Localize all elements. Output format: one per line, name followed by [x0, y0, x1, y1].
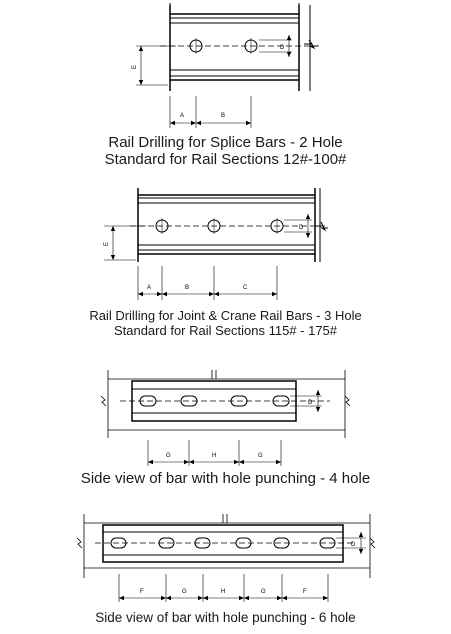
label-f: F [303, 589, 307, 595]
caption-2-hole-subtitle: Standard for Rail Sections 12#-100# [104, 151, 347, 168]
label-g: G [182, 589, 187, 595]
caption-6-hole: Side view of bar with hole punching - 6 hole [95, 610, 356, 625]
label-h: H [221, 589, 226, 595]
dim-a-b-c [138, 266, 277, 300]
label-e: E [104, 241, 110, 246]
label-g: G [166, 453, 171, 459]
label-a: A [147, 285, 152, 291]
rail-outline [77, 514, 375, 578]
label-g: G [258, 453, 263, 459]
label-h: H [212, 453, 217, 459]
caption-4-hole: Side view of bar with hole punching - 4 hole [80, 470, 371, 487]
dim-g-h-g [148, 440, 281, 466]
diagram-4-hole [101, 370, 350, 466]
diagram-3-hole [104, 188, 328, 300]
dim-side-e [104, 226, 146, 260]
label-d: D [308, 400, 313, 406]
label-f: F [140, 589, 144, 595]
caption-3-hole-subtitle: Standard for Rail Sections 115# - 175# [113, 323, 338, 338]
rail-outline [101, 370, 350, 438]
caption-3-hole-title: Rail Drilling for Joint & Crane Rail Bars - 3 Hole [89, 308, 362, 323]
dim-a-b [170, 96, 251, 128]
diagram-2-hole [132, 3, 320, 128]
label-b: B [185, 285, 190, 291]
label-d: D [351, 542, 356, 548]
diagram-6-hole [77, 514, 375, 602]
label-d: D [299, 225, 304, 231]
label-e: E [132, 64, 138, 69]
label-b: B [221, 113, 226, 119]
caption-2-hole-title: Rail Drilling for Splice Bars - 2 Hole [108, 134, 343, 151]
label-a: A [180, 113, 185, 119]
dim-f-g-h-g-f [119, 574, 328, 602]
rail-section-2-hole [170, 3, 318, 91]
label-d: D [280, 45, 285, 51]
label-c: C [243, 285, 248, 291]
splice-bar-6-hole [103, 525, 343, 562]
label-g: G [261, 589, 266, 595]
